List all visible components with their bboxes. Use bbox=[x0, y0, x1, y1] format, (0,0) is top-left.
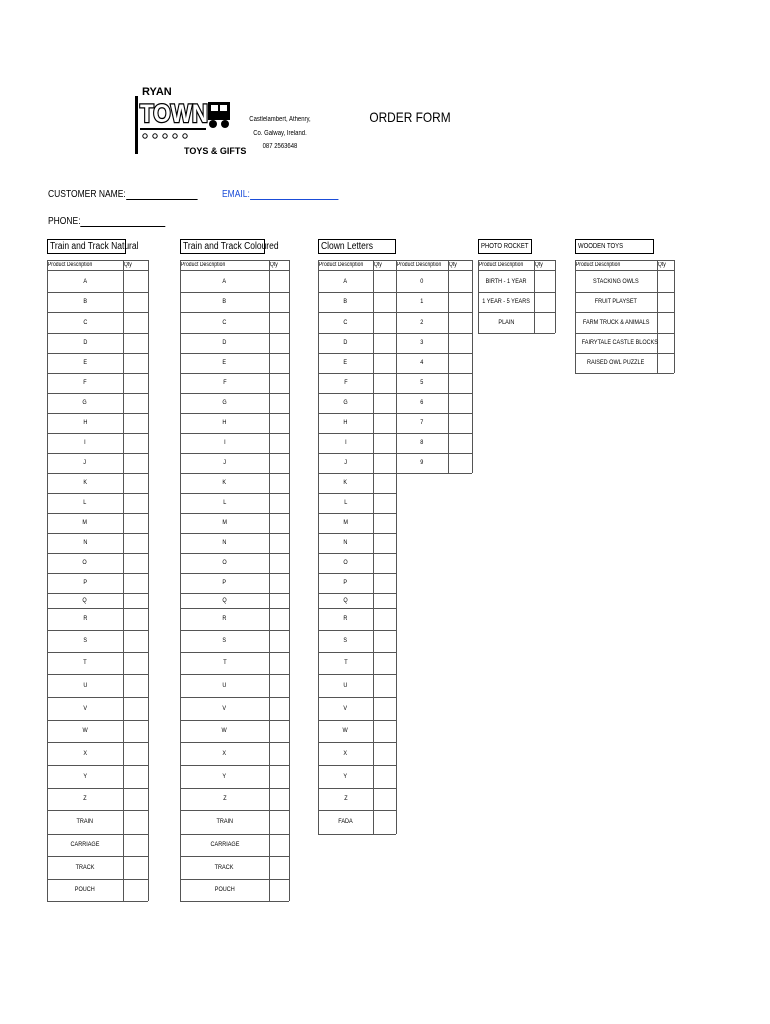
clown-row-item: C bbox=[343, 319, 348, 326]
coloured-qty-cell[interactable] bbox=[270, 609, 288, 629]
clown-qty-cell[interactable] bbox=[374, 609, 395, 629]
numbers-qty-cell[interactable] bbox=[449, 273, 471, 291]
natural-qty-cell[interactable] bbox=[124, 394, 147, 412]
clown-row-item: G bbox=[343, 399, 348, 406]
coloured-row-item: N bbox=[222, 539, 227, 546]
coloured-row-item: D bbox=[222, 339, 227, 346]
clown-row-item: U bbox=[343, 682, 348, 689]
clown-row-item: W bbox=[342, 727, 349, 734]
coloured-row-item: I bbox=[223, 439, 226, 446]
clown-qty-cell[interactable] bbox=[374, 721, 395, 741]
numbers-qty-cell[interactable] bbox=[449, 313, 471, 332]
clown-qty-cell[interactable] bbox=[374, 554, 395, 572]
clown-qty-cell[interactable] bbox=[374, 293, 395, 311]
grid-line bbox=[674, 260, 675, 373]
rocket-qty-cell[interactable] bbox=[535, 273, 554, 291]
coloured-qty-cell[interactable] bbox=[270, 631, 288, 651]
coloured-qty-cell[interactable] bbox=[270, 880, 288, 900]
natural-qty-header: Qty bbox=[123, 262, 132, 268]
natural-qty-cell[interactable] bbox=[124, 835, 147, 855]
clown-row-item: H bbox=[343, 419, 348, 426]
clown-qty-cell[interactable] bbox=[374, 414, 395, 432]
natural-qty-cell[interactable] bbox=[124, 514, 147, 532]
numbers-qty-cell[interactable] bbox=[449, 293, 471, 311]
numbers-row-item: 1 bbox=[420, 298, 424, 305]
clown-qty-cell[interactable] bbox=[374, 534, 395, 552]
numbers-row-item: 3 bbox=[420, 339, 424, 346]
coloured-qty-cell[interactable] bbox=[270, 334, 288, 352]
natural-row-item: P bbox=[83, 579, 87, 586]
coloured-row-item: TRACK bbox=[215, 864, 234, 871]
natural-row-item: F bbox=[83, 379, 87, 386]
natural-qty-cell[interactable] bbox=[124, 766, 147, 787]
grid-line bbox=[180, 270, 289, 271]
coloured-section-header: Train and Track Coloured bbox=[180, 239, 265, 254]
clown-row-item: J bbox=[344, 459, 347, 466]
natural-qty-cell[interactable] bbox=[124, 414, 147, 432]
wooden-qty-cell[interactable] bbox=[658, 313, 673, 332]
clown-qty-cell[interactable] bbox=[374, 313, 395, 332]
coloured-qty-cell[interactable] bbox=[270, 474, 288, 492]
natural-qty-cell[interactable] bbox=[124, 554, 147, 572]
clown-qty-cell[interactable] bbox=[374, 675, 395, 696]
clown-row-item: X bbox=[343, 750, 348, 757]
coloured-row-item: A bbox=[222, 278, 227, 285]
natural-row-item: A bbox=[83, 278, 87, 285]
grid-line bbox=[318, 260, 396, 261]
grid-line bbox=[47, 901, 148, 902]
numbers-qty-cell[interactable] bbox=[449, 414, 471, 432]
numbers-row-item: 4 bbox=[420, 359, 424, 366]
clown-qty-cell[interactable] bbox=[374, 334, 395, 352]
natural-qty-cell[interactable] bbox=[124, 534, 147, 552]
coloured-qty-cell[interactable] bbox=[270, 698, 288, 719]
clown-row-item: N bbox=[343, 539, 348, 546]
numbers-qty-cell[interactable] bbox=[449, 374, 471, 392]
numbers-row-item: 6 bbox=[420, 399, 424, 406]
clown-row-item: V bbox=[343, 705, 348, 712]
clown-qty-cell[interactable] bbox=[374, 374, 395, 392]
grid-line bbox=[180, 260, 289, 261]
customer-name-label: CUSTOMER NAME: bbox=[48, 189, 126, 200]
coloured-qty-cell[interactable] bbox=[270, 721, 288, 741]
numbers-qty-cell[interactable] bbox=[449, 434, 471, 452]
clown-qty-cell[interactable] bbox=[374, 273, 395, 291]
clown-row-item: L bbox=[343, 499, 348, 506]
grid-line bbox=[180, 901, 289, 902]
natural-qty-cell[interactable] bbox=[124, 313, 147, 332]
natural-qty-cell[interactable] bbox=[124, 474, 147, 492]
coloured-qty-cell[interactable] bbox=[270, 394, 288, 412]
coloured-qty-cell[interactable] bbox=[270, 434, 288, 452]
logo-line3: TOYS & GIFTS bbox=[184, 146, 247, 156]
rocket-row-item: BIRTH - 1 YEAR bbox=[485, 278, 527, 285]
clown-qty-cell[interactable] bbox=[374, 743, 395, 764]
clown-qty-cell[interactable] bbox=[374, 698, 395, 719]
natural-qty-cell[interactable] bbox=[124, 698, 147, 719]
coloured-qty-cell[interactable] bbox=[270, 454, 288, 472]
logo-line2: TOWN bbox=[140, 100, 208, 128]
natural-qty-cell[interactable] bbox=[124, 675, 147, 696]
coloured-qty-cell[interactable] bbox=[270, 835, 288, 855]
clown-qty-cell[interactable] bbox=[374, 574, 395, 592]
natural-row-item: N bbox=[82, 539, 87, 546]
coloured-qty-cell[interactable] bbox=[270, 293, 288, 311]
clown-qty-cell[interactable] bbox=[374, 474, 395, 492]
coloured-qty-cell[interactable] bbox=[270, 574, 288, 592]
natural-qty-cell[interactable] bbox=[124, 609, 147, 629]
grid-line bbox=[148, 260, 149, 901]
clown-qty-cell[interactable] bbox=[374, 766, 395, 787]
coloured-row-item: L bbox=[222, 499, 227, 506]
rocket-qty-cell[interactable] bbox=[535, 313, 554, 332]
grid-line bbox=[289, 260, 290, 901]
clown-qty-header: Qty bbox=[373, 262, 382, 268]
coloured-qty-cell[interactable] bbox=[270, 354, 288, 372]
ryan-town-logo bbox=[134, 84, 247, 158]
numbers-desc-header: Product Description bbox=[396, 262, 442, 268]
coloured-row-item: Z bbox=[222, 795, 227, 802]
coloured-row-item: X bbox=[222, 750, 227, 757]
natural-section-header: Train and Track Natural bbox=[47, 239, 126, 254]
coloured-qty-cell[interactable] bbox=[270, 857, 288, 878]
coloured-row-item: H bbox=[222, 419, 227, 426]
grid-line bbox=[478, 333, 555, 334]
clown-row-item: E bbox=[343, 359, 348, 366]
clown-row-item: M bbox=[343, 519, 348, 526]
numbers-qty-header: Qty bbox=[448, 262, 457, 268]
grid-line bbox=[396, 260, 472, 261]
coloured-qty-cell[interactable] bbox=[270, 554, 288, 572]
clown-row-item: R bbox=[343, 615, 348, 622]
coloured-row-item: G bbox=[222, 399, 227, 406]
wooden-row-item: STACKING OWLS bbox=[593, 278, 639, 285]
natural-row-item: Y bbox=[83, 773, 87, 780]
natural-row-item: V bbox=[83, 705, 87, 712]
coloured-row-item: C bbox=[222, 319, 227, 326]
wooden-row-item: FAIRYTALE CASTLE BLOCKS bbox=[581, 339, 658, 346]
natural-row-item: C bbox=[82, 319, 87, 326]
natural-row-item: J bbox=[83, 459, 87, 466]
natural-qty-cell[interactable] bbox=[124, 743, 147, 764]
natural-desc-header: Product Description bbox=[47, 262, 93, 268]
grid-line bbox=[396, 270, 472, 271]
clown-row-item: F bbox=[343, 379, 348, 386]
natural-qty-cell[interactable] bbox=[124, 374, 147, 392]
coloured-row-item: O bbox=[222, 559, 227, 566]
natural-row-item: TRAIN bbox=[76, 818, 94, 825]
coloured-row-item: M bbox=[222, 519, 227, 526]
natural-row-item: S bbox=[83, 637, 87, 644]
clown-row-item: Q bbox=[343, 597, 348, 604]
coloured-row-item: V bbox=[222, 705, 227, 712]
natural-row-item: R bbox=[82, 615, 87, 622]
clown-row-item: O bbox=[343, 559, 348, 566]
email-field[interactable] bbox=[222, 189, 338, 200]
coloured-row-item: TRAIN bbox=[216, 818, 233, 825]
clown-qty-cell[interactable] bbox=[374, 394, 395, 412]
coloured-row-item: F bbox=[222, 379, 227, 386]
wooden-qty-cell[interactable] bbox=[658, 273, 673, 291]
clown-qty-cell[interactable] bbox=[374, 631, 395, 651]
grid-line bbox=[396, 473, 472, 474]
coloured-qty-header: Qty bbox=[269, 262, 278, 268]
coloured-qty-cell[interactable] bbox=[270, 514, 288, 532]
rocket-section-header: PHOTO ROCKET bbox=[478, 239, 532, 254]
natural-row-item: U bbox=[82, 682, 87, 689]
coloured-row-item: K bbox=[222, 479, 227, 486]
wooden-row-item: FRUIT PLAYSET bbox=[594, 298, 638, 305]
natural-qty-cell[interactable] bbox=[124, 354, 147, 372]
phone-field[interactable] bbox=[48, 216, 166, 227]
coloured-qty-cell[interactable] bbox=[270, 534, 288, 552]
natural-row-item: CARRIAGE bbox=[70, 841, 100, 848]
wooden-qty-cell[interactable] bbox=[658, 354, 673, 372]
grid-line bbox=[575, 373, 674, 374]
grid-line bbox=[575, 260, 674, 261]
numbers-row-item: 8 bbox=[420, 439, 424, 446]
coloured-qty-cell[interactable] bbox=[270, 675, 288, 696]
natural-row-item: T bbox=[83, 659, 87, 666]
grid-line bbox=[47, 270, 148, 271]
coloured-row-item: B bbox=[222, 298, 227, 305]
coloured-qty-cell[interactable] bbox=[270, 494, 288, 512]
natural-qty-cell[interactable] bbox=[124, 454, 147, 472]
coloured-row-item: U bbox=[222, 682, 227, 689]
numbers-row-item: 9 bbox=[420, 459, 424, 466]
email-label: EMAIL: bbox=[222, 189, 250, 200]
natural-qty-cell[interactable] bbox=[124, 574, 147, 592]
natural-row-item: W bbox=[82, 727, 88, 734]
natural-qty-cell[interactable] bbox=[124, 434, 147, 452]
coloured-desc-header: Product Description bbox=[180, 262, 226, 268]
clown-row-item: I bbox=[344, 439, 347, 446]
order-form-title: ORDER FORM bbox=[369, 109, 451, 125]
clown-row-item: T bbox=[343, 659, 348, 666]
coloured-row-item: Y bbox=[222, 773, 227, 780]
clown-row-item: P bbox=[343, 579, 348, 586]
natural-row-item: Z bbox=[83, 795, 87, 802]
coloured-row-item: R bbox=[222, 615, 227, 622]
coloured-row-item: Q bbox=[222, 597, 227, 604]
natural-row-item: M bbox=[82, 519, 88, 526]
address-line-1: Castlelambert, Athenry, bbox=[249, 116, 311, 123]
clown-qty-cell[interactable] bbox=[374, 653, 395, 673]
coloured-row-item: E bbox=[222, 359, 227, 366]
natural-row-item: H bbox=[82, 419, 87, 426]
coloured-row-item: W bbox=[221, 727, 228, 734]
natural-row-item: K bbox=[83, 479, 87, 486]
wooden-qty-header: Qty bbox=[657, 262, 666, 268]
coloured-row-item: CARRIAGE bbox=[210, 841, 239, 848]
natural-qty-cell[interactable] bbox=[124, 293, 147, 311]
grid-line bbox=[555, 260, 556, 333]
numbers-row-item: 5 bbox=[420, 379, 424, 386]
natural-qty-cell[interactable] bbox=[124, 857, 147, 878]
numbers-qty-cell[interactable] bbox=[449, 454, 471, 472]
wooden-desc-header: Product Description bbox=[575, 262, 621, 268]
clown-qty-cell[interactable] bbox=[374, 594, 395, 607]
natural-row-item: B bbox=[83, 298, 87, 305]
coloured-qty-cell[interactable] bbox=[270, 374, 288, 392]
logo-line1: RYAN bbox=[142, 86, 172, 98]
address-line-2: Co. Galway, Ireland. bbox=[253, 130, 307, 137]
wooden-row-item: FARM TRUCK & ANIMALS bbox=[582, 319, 650, 326]
natural-row-item: G bbox=[82, 399, 88, 406]
natural-qty-cell[interactable] bbox=[124, 789, 147, 809]
rocket-qty-cell[interactable] bbox=[535, 293, 554, 311]
coloured-qty-cell[interactable] bbox=[270, 273, 288, 291]
clown-row-item: D bbox=[343, 339, 348, 346]
coloured-qty-cell[interactable] bbox=[270, 653, 288, 673]
coloured-row-item: POUCH bbox=[214, 886, 235, 893]
clown-row-item: FADA bbox=[338, 818, 353, 825]
clown-row-item: A bbox=[343, 278, 348, 285]
natural-qty-cell[interactable] bbox=[124, 273, 147, 291]
wooden-section-header: WOODEN TOYS bbox=[575, 239, 654, 254]
coloured-qty-cell[interactable] bbox=[270, 313, 288, 332]
clown-row-item: Y bbox=[343, 773, 348, 780]
clown-qty-cell[interactable] bbox=[374, 454, 395, 472]
coloured-qty-cell[interactable] bbox=[270, 811, 288, 833]
natural-qty-cell[interactable] bbox=[124, 721, 147, 741]
numbers-row-item: 7 bbox=[420, 419, 424, 426]
grid-line bbox=[318, 270, 396, 271]
grid-line bbox=[478, 260, 555, 261]
wooden-row-item: RAISED OWL PUZZLE bbox=[587, 359, 645, 366]
numbers-row-item: 2 bbox=[420, 319, 424, 326]
rocket-qty-header: Qty bbox=[534, 262, 543, 268]
grid-line bbox=[318, 834, 396, 835]
numbers-qty-cell[interactable] bbox=[449, 334, 471, 352]
coloured-qty-cell[interactable] bbox=[270, 414, 288, 432]
clown-qty-cell[interactable] bbox=[374, 434, 395, 452]
coloured-qty-cell[interactable] bbox=[270, 594, 288, 607]
clown-qty-cell[interactable] bbox=[374, 514, 395, 532]
natural-row-item: D bbox=[82, 339, 87, 346]
natural-row-item: Q bbox=[82, 597, 88, 604]
coloured-qty-cell[interactable] bbox=[270, 789, 288, 809]
natural-qty-cell[interactable] bbox=[124, 880, 147, 900]
natural-row-item: TRACK bbox=[75, 864, 95, 871]
natural-qty-cell[interactable] bbox=[124, 494, 147, 512]
natural-qty-cell[interactable] bbox=[124, 653, 147, 673]
numbers-row-item: 0 bbox=[420, 278, 424, 285]
coloured-row-item: S bbox=[222, 637, 227, 644]
natural-row-item: POUCH bbox=[75, 886, 95, 893]
natural-row-item: E bbox=[83, 359, 87, 366]
clown-row-item: K bbox=[343, 479, 348, 486]
clown-row-item: B bbox=[343, 298, 348, 305]
natural-row-item: O bbox=[82, 559, 88, 566]
clown-qty-cell[interactable] bbox=[374, 494, 395, 512]
address-line-3: 087 2563648 bbox=[262, 143, 298, 150]
numbers-qty-cell[interactable] bbox=[449, 394, 471, 412]
phone-label: PHONE: bbox=[48, 216, 81, 227]
coloured-qty-cell[interactable] bbox=[270, 743, 288, 764]
grid-line bbox=[472, 260, 473, 473]
natural-row-item: X bbox=[83, 750, 87, 757]
clown-row-item: S bbox=[343, 637, 348, 644]
coloured-row-item: T bbox=[222, 659, 227, 666]
grid-line bbox=[575, 270, 674, 271]
clown-section-header: Clown Letters bbox=[318, 239, 396, 254]
coloured-row-item: J bbox=[223, 459, 226, 466]
clown-desc-header: Product Description bbox=[318, 262, 364, 268]
clown-qty-cell[interactable] bbox=[374, 354, 395, 372]
coloured-row-item: P bbox=[222, 579, 227, 586]
rocket-row-item: PLAIN bbox=[498, 319, 514, 326]
grid-line bbox=[478, 270, 555, 271]
clown-row-item: Z bbox=[343, 795, 348, 802]
wooden-qty-cell[interactable] bbox=[658, 334, 673, 352]
natural-qty-cell[interactable] bbox=[124, 631, 147, 651]
numbers-qty-cell[interactable] bbox=[449, 354, 471, 372]
natural-row-item: I bbox=[84, 439, 86, 446]
wooden-qty-cell[interactable] bbox=[658, 293, 673, 311]
natural-row-item: L bbox=[83, 499, 87, 506]
natural-qty-cell[interactable] bbox=[124, 334, 147, 352]
grid-line bbox=[47, 260, 148, 261]
natural-qty-cell[interactable] bbox=[124, 594, 147, 607]
rocket-desc-header: Product Description bbox=[478, 262, 524, 268]
rocket-row-item: 1 YEAR - 5 YEARS bbox=[482, 298, 530, 305]
natural-qty-cell[interactable] bbox=[124, 811, 147, 833]
clown-qty-cell[interactable] bbox=[374, 811, 395, 833]
customer-name-field[interactable] bbox=[48, 189, 197, 200]
coloured-qty-cell[interactable] bbox=[270, 766, 288, 787]
clown-qty-cell[interactable] bbox=[374, 789, 395, 809]
